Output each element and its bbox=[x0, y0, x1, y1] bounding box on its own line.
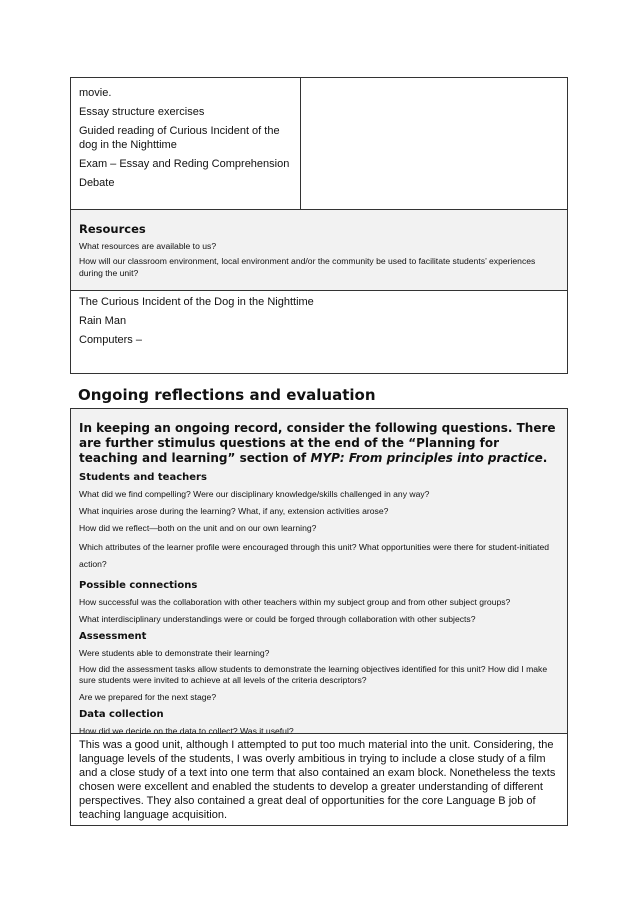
resource-item: Rain Man bbox=[79, 315, 127, 327]
activities-table bbox=[70, 77, 568, 210]
resource-item: Computers – bbox=[79, 334, 142, 346]
assessment-heading: Assessment bbox=[79, 631, 147, 642]
resources-question: How will our classroom environment, local environment and/or the community be used to facilitate students’ experiences during the unit? bbox=[79, 256, 536, 278]
reflection-answer-text: This was a good unit, although I attempted to put too much material into the unit. Considering, the language levels of the students, I was overly ambitious in trying to include a close study of a film and a close study of a text into one term that also contained an exam block. Nonetheless the texts chosen were excellent and enabled the students to develop a greater understanding of different perspectives. They also contained a great deal of opportunities for the core Language B job of teaching language acquisition. bbox=[79, 739, 556, 821]
activity-item: Essay structure exercises bbox=[79, 106, 205, 118]
students-question: What inquiries arose during the learning? What, if any, extension activities arose? bbox=[79, 506, 389, 516]
connections-heading: Possible connections bbox=[79, 580, 198, 591]
activity-item: movie. bbox=[79, 87, 112, 99]
data-question: How did we decide on the data to collect? Was it useful? bbox=[79, 726, 294, 736]
connections-question: What interdisciplinary understandings were or could be forged through collaboration with other subjects? bbox=[79, 614, 476, 624]
resources-answer bbox=[70, 290, 568, 374]
assessment-question: Are we prepared for the next stage? bbox=[79, 692, 217, 702]
intro-book-title: MYP: From principles into practice bbox=[310, 451, 543, 465]
activity-item: Debate bbox=[79, 177, 115, 189]
assessment-question: How did the assessment tasks allow students to demonstrate the learning objectives identified for this unit? How did I make sure students were invited to achieve at all levels of the criteria descriptors? bbox=[79, 664, 548, 685]
activity-item: Exam – Essay and Reding Comprehension bbox=[79, 158, 290, 170]
students-question: Which attributes of the learner profile were encouraged through this unit? What opportunities were there for student-initiated action? bbox=[79, 542, 550, 569]
activity-item: Guided reading of Curious Incident of the dog in the Nighttime bbox=[79, 125, 280, 151]
resource-item: The Curious Incident of the Dog in the Nighttime bbox=[79, 296, 314, 308]
column-divider bbox=[300, 78, 301, 209]
students-question: What did we find compelling? Were our disciplinary knowledge/skills challenged in any way? bbox=[79, 489, 430, 499]
reflection-answer bbox=[70, 733, 568, 826]
intro-end: . bbox=[542, 451, 548, 465]
reflection-intro bbox=[79, 421, 559, 466]
resources-question: What resources are available to us? bbox=[79, 241, 217, 251]
resources-section bbox=[70, 209, 568, 291]
resources-heading: Resources bbox=[79, 222, 146, 236]
activities-column bbox=[79, 86, 297, 195]
reflection-section bbox=[70, 408, 568, 734]
data-heading: Data collection bbox=[79, 709, 164, 720]
connections-question: How successful was the collaboration with other teachers within my subject group and from other subject groups? bbox=[79, 597, 511, 607]
assessment-question: Were students able to demonstrate their learning? bbox=[79, 648, 270, 658]
students-heading: Students and teachers bbox=[79, 472, 207, 483]
intro-text: In keeping an ongoing record, consider the following questions. There are further stimulus questions at the end of the “Planning for teaching and learning” section of bbox=[79, 421, 556, 465]
ongoing-heading: Ongoing reflections and evaluation bbox=[78, 386, 376, 404]
students-question: How did we reflect—both on the unit and on our own learning? bbox=[79, 523, 317, 533]
